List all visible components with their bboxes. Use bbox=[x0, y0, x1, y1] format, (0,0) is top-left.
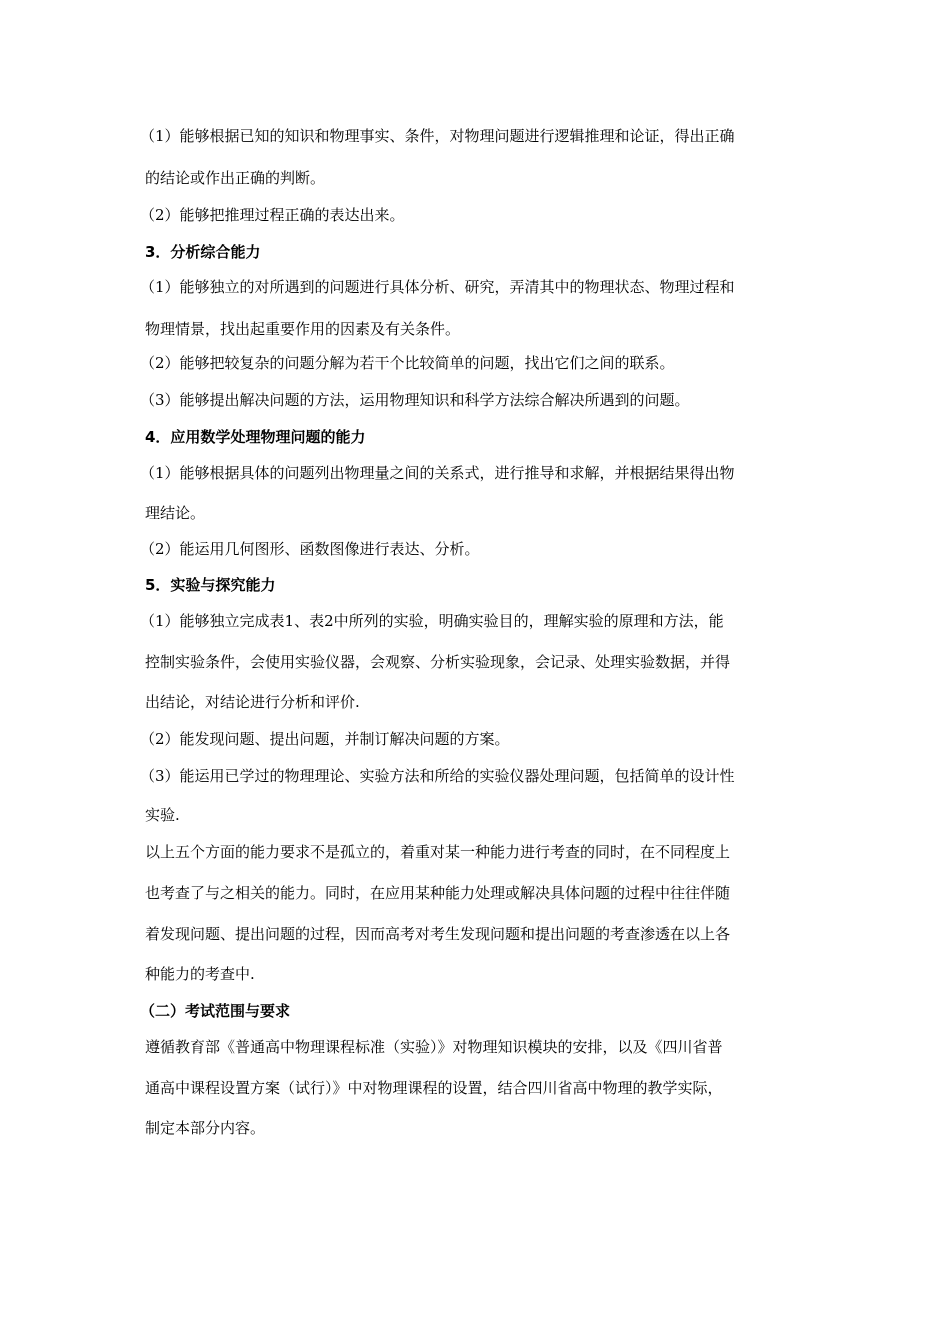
section-heading: 5．实验与探究能力 bbox=[145, 576, 276, 594]
para-line: 理结论。 bbox=[145, 504, 206, 522]
para-line: （2）能够把较复杂的问题分解为若干个比较简单的问题，找出它们之间的联系。 bbox=[140, 354, 675, 372]
para-line: （1）能够独立的对所遇到的问题进行具体分析、研究，弄清其中的物理状态、物理过程和 bbox=[140, 278, 735, 296]
para-line: 遵循教育部《普通高中物理课程标准（实验）》对物理知识模块的安排，以及《四川省普 bbox=[145, 1038, 723, 1056]
para-line: （1）能够根据具体的问题列出物理量之间的关系式，进行推导和求解，并根据结果得出物 bbox=[140, 464, 735, 482]
para-line: （2）能够把推理过程正确的表达出来。 bbox=[140, 206, 405, 224]
para-line: 着发现问题、提出问题的过程，因而高考对考生发现问题和提出问题的考查渗透在以上各 bbox=[145, 925, 731, 943]
para-line: 种能力的考查中. bbox=[145, 965, 255, 983]
para-line: （3）能够提出解决问题的方法，运用物理知识和科学方法综合解决所遇到的问题。 bbox=[140, 391, 690, 409]
para-line: 以上五个方面的能力要求不是孤立的，着重对某一种能力进行考查的同时，在不同程度上 bbox=[145, 843, 731, 861]
para-line: 也考查了与之相关的能力。同时，在应用某种能力处理或解决具体问题的过程中往往伴随 bbox=[145, 884, 731, 902]
para-line: 的结论或作出正确的判断。 bbox=[145, 169, 326, 187]
section-heading: 3．分析综合能力 bbox=[145, 243, 261, 261]
section-heading: （二）考试范围与要求 bbox=[140, 1002, 291, 1020]
para-line: 通高中课程设置方案（试行）》中对物理课程的设置，结合四川省高中物理的教学实际， bbox=[145, 1079, 723, 1097]
para-line: （1）能够根据已知的知识和物理事实、条件，对物理问题进行逻辑推理和论证，得出正确 bbox=[140, 127, 735, 145]
para-line: （1）能够独立完成表1、表2中所列的实验，明确实验目的，理解实验的原理和方法，能 bbox=[140, 612, 724, 630]
section-heading: 4．应用数学处理物理问题的能力 bbox=[145, 428, 366, 446]
para-line: 物理情景，找出起重要作用的因素及有关条件。 bbox=[145, 320, 461, 338]
para-line: （2）能发现问题、提出问题，并制订解决问题的方案。 bbox=[140, 730, 510, 748]
para-line: 出结论，对结论进行分析和评价. bbox=[145, 693, 360, 711]
para-line: 实验. bbox=[145, 806, 180, 824]
para-line: 制定本部分内容。 bbox=[145, 1119, 266, 1137]
para-line: 控制实验条件，会使用实验仪器，会观察、分析实验现象，会记录、处理实验数据，并得 bbox=[145, 653, 731, 671]
para-line: （3）能运用已学过的物理理论、实验方法和所给的实验仪器处理问题，包括简单的设计性 bbox=[140, 767, 735, 785]
para-line: （2）能运用几何图形、函数图像进行表达、分析。 bbox=[140, 540, 480, 558]
